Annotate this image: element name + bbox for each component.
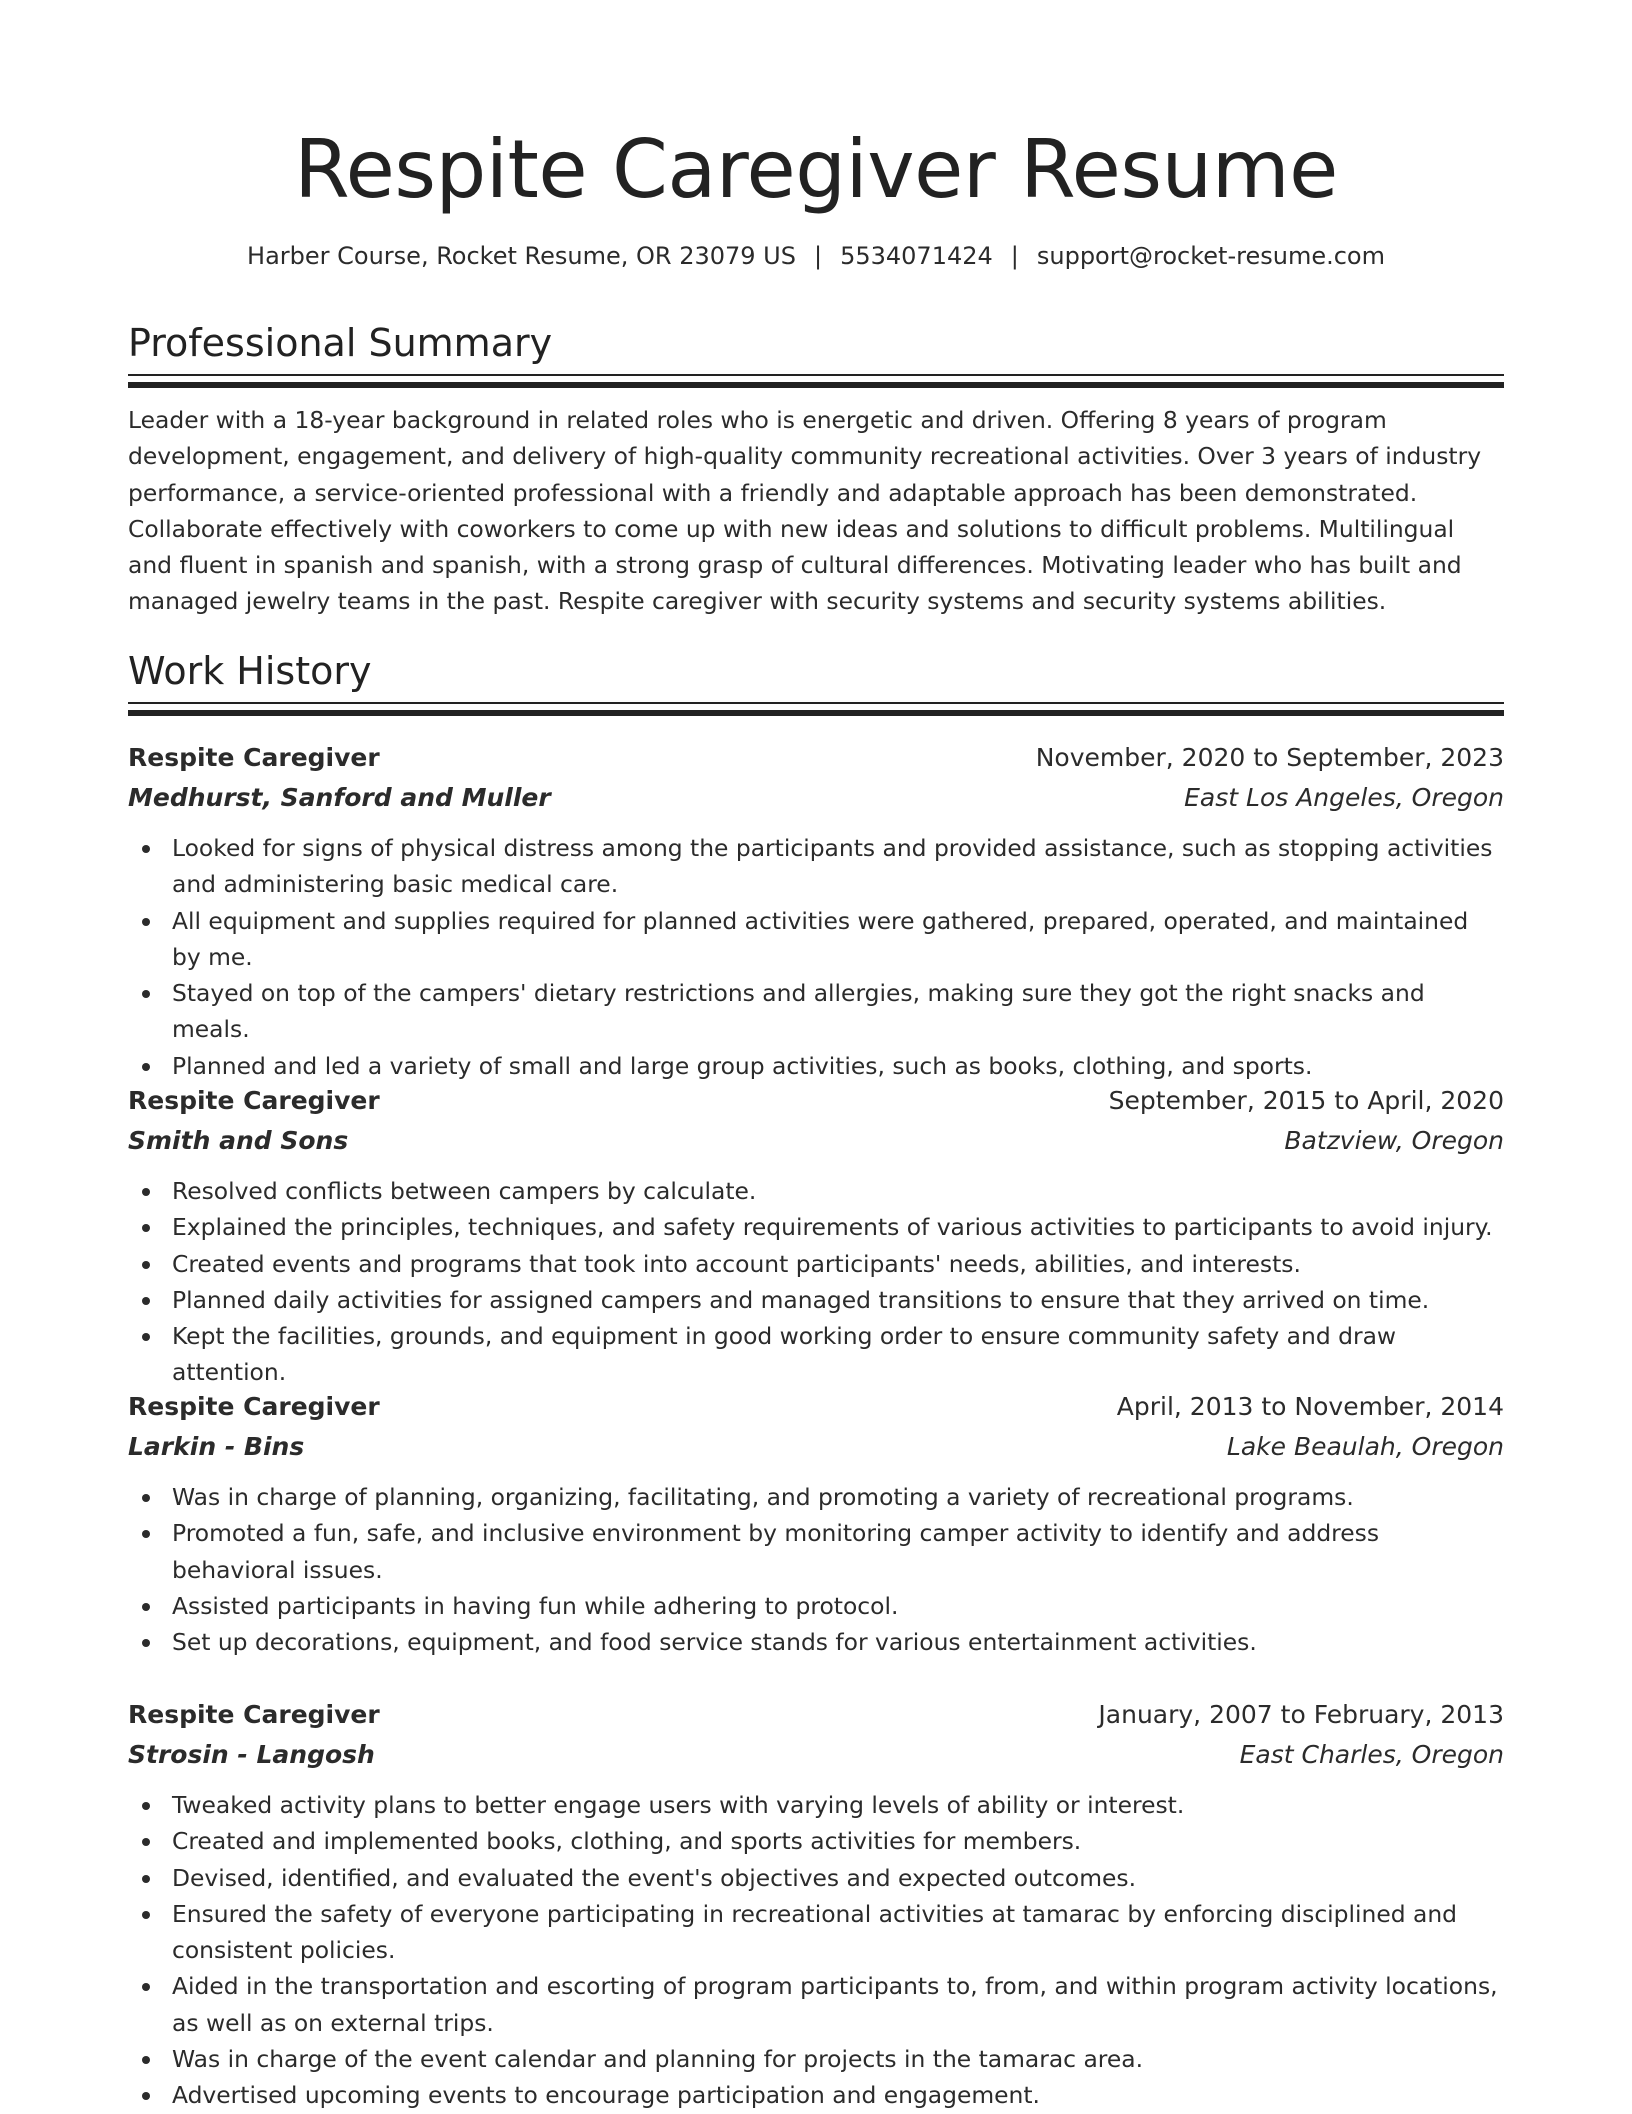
job-bullet: Planned and led a variety of small and large group activities, such as books, clothing, and sports. xyxy=(128,1048,1504,1084)
job-dates: April, 2013 to November, 2014 xyxy=(1116,1392,1504,1421)
contact-line xyxy=(128,238,1504,274)
job-dates: September, 2015 to April, 2020 xyxy=(1108,1086,1504,1115)
job-company: Larkin - Bins xyxy=(128,1432,305,1461)
job-company: Medhurst, Sanford and Muller xyxy=(128,783,551,812)
job-bullet: Set up decorations, equipment, and food service stands for various entertainment activities. xyxy=(128,1624,1504,1660)
job-title: Respite Caregiver xyxy=(128,1086,380,1115)
contact-email[interactable]: support@rocket-resume.com xyxy=(1036,242,1385,270)
job-bullet: Explained the principles, techniques, and safety requirements of various activities to participants to avoid injury. xyxy=(128,1209,1504,1245)
job-bullet: Tweaked activity plans to better engage users with varying levels of ability or interest. xyxy=(128,1787,1504,1823)
job-company: Strosin - Langosh xyxy=(128,1740,375,1769)
job-entry xyxy=(128,738,1504,1084)
job-bullet: Was in charge of planning, organizing, facilitating, and promoting a variety of recreational programs. xyxy=(128,1479,1504,1515)
work-history-heading: Work History xyxy=(128,649,372,693)
job-bullet: Created and implemented books, clothing, and sports activities for members. xyxy=(128,1823,1504,1859)
summary-text: Leader with a 18-year background in related roles who is energetic and driven. Offering 8 years of program development, engagement, and delivery of high-quality community recreational activities. Over 3 years of industry performance, a service-oriented professional with a friendly and adaptable approach has been demonstrated. Collaborate effectively with coworkers to come up with new ideas and solutions to difficult problems. Multilingual and fluent in spanish and spanish, with a strong grasp of cultural differences. Motivating leader who has built and managed jewelry teams in the past. Respite caregiver with security systems and security systems abilities. xyxy=(128,406,1482,616)
summary-divider xyxy=(128,374,1504,388)
job-bullet: Kept the facilities, grounds, and equipment in good working order to ensure community safety and draw attention. xyxy=(128,1318,1504,1391)
job-bullet: Planned daily activities for assigned campers and managed transitions to ensure that they arrived on time. xyxy=(128,1282,1504,1318)
contact-address: Harber Course, Rocket Resume, OR 23079 US xyxy=(247,242,796,270)
job-bullet-list xyxy=(128,1787,1504,2114)
job-bullet-list xyxy=(128,1479,1504,1660)
job-bullet: Created events and programs that took into account participants' needs, abilities, and interests. xyxy=(128,1246,1504,1282)
job-entry xyxy=(128,1387,1504,1660)
job-dates: January, 2007 to February, 2013 xyxy=(1098,1700,1504,1729)
job-bullet: Promoted a fun, safe, and inclusive environment by monitoring camper activity to identify and address behavioral issues. xyxy=(128,1515,1504,1588)
job-location: Batzview, Oregon xyxy=(1284,1126,1504,1155)
job-location: Lake Beaulah, Oregon xyxy=(1226,1432,1504,1461)
contact-separator: | xyxy=(1010,242,1019,270)
job-bullet: Aided in the transportation and escorting of program participants to, from, and within program activity locations, as well as on external trips. xyxy=(128,1968,1504,2041)
job-bullet: All equipment and supplies required for planned activities were gathered, prepared, operated, and maintained by me. xyxy=(128,903,1504,976)
job-entry xyxy=(128,1081,1504,1391)
job-bullet: Resolved conflicts between campers by calculate. xyxy=(128,1173,1504,1209)
job-location: East Charles, Oregon xyxy=(1239,1740,1504,1769)
job-dates: November, 2020 to September, 2023 xyxy=(1035,743,1504,772)
job-company: Smith and Sons xyxy=(128,1126,349,1155)
job-location: East Los Angeles, Oregon xyxy=(1184,783,1504,812)
job-title: Respite Caregiver xyxy=(128,1700,380,1729)
job-bullet: Was in charge of the event calendar and planning for projects in the tamarac area. xyxy=(128,2041,1504,2077)
job-bullet: Devised, identified, and evaluated the event's objectives and expected outcomes. xyxy=(128,1860,1504,1896)
job-entry xyxy=(128,1695,1504,2114)
job-bullet-list xyxy=(128,830,1504,1084)
summary-heading: Professional Summary xyxy=(128,321,553,365)
job-bullet: Ensured the safety of everyone participating in recreational activities at tamarac by enforcing disciplined and consistent policies. xyxy=(128,1896,1504,1969)
job-title: Respite Caregiver xyxy=(128,1392,380,1421)
contact-phone: 5534071424 xyxy=(840,242,993,270)
resume-title: Respite Caregiver Resume xyxy=(294,123,1338,216)
job-bullet: Assisted participants in having fun while adhering to protocol. xyxy=(128,1588,1504,1624)
job-bullet: Stayed on top of the campers' dietary restrictions and allergies, making sure they got the right snacks and meals. xyxy=(128,975,1504,1048)
job-title: Respite Caregiver xyxy=(128,743,380,772)
job-bullet: Advertised upcoming events to encourage participation and engagement. xyxy=(128,2077,1504,2113)
job-bullet: Looked for signs of physical distress among the participants and provided assistance, such as stopping activities and administering basic medical care. xyxy=(128,830,1504,903)
job-bullet-list xyxy=(128,1173,1504,1391)
work-history-divider xyxy=(128,702,1504,716)
contact-separator: | xyxy=(813,242,823,270)
